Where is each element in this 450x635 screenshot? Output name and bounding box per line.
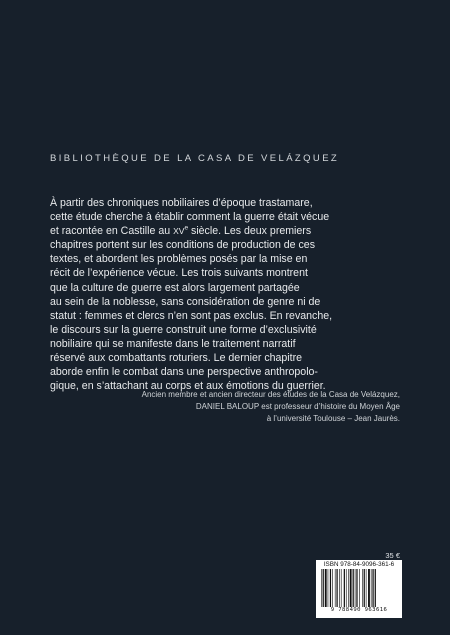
barcode-bar <box>346 569 347 607</box>
blurb-line: gique, en s’attachant au corps et aux émotions du guerrier. <box>50 380 326 393</box>
blurb-line: cette étude cherche à établir comment la guerre était vécue <box>50 211 330 224</box>
barcode-bar <box>335 569 336 607</box>
barcode-bar <box>336 569 337 607</box>
back-cover-blurb <box>50 196 400 393</box>
blurb-line: aborde enfin le combat dans une perspective anthropolo- <box>50 366 318 379</box>
blurb-line: réservé aux combattants roturiers. Le dernier chapitre <box>50 352 303 365</box>
barcode-bar <box>356 569 357 607</box>
series-title: BIBLIOTHÈQUE DE LA CASA DE VELÁZQUEZ <box>50 153 340 164</box>
century-suffix: e <box>184 224 189 232</box>
barcode-panel <box>316 560 402 618</box>
blurb-line: le discours sur la guerre construit une forme d’exclusivité <box>50 323 317 336</box>
author-line: DANIEL BALOUP est professeur d’histoire du Moyen Âge <box>195 402 400 411</box>
blurb-line: que la culture de guerre est alors largement partagée <box>50 281 300 294</box>
barcode-bar <box>362 569 363 607</box>
barcode-bar <box>355 569 356 607</box>
blurb-line: nobiliaire qui se manifeste dans le traitement narratif <box>50 337 296 350</box>
century-numeral: XV <box>173 226 185 237</box>
barcode-bar <box>339 569 340 607</box>
barcode-bar <box>321 569 322 607</box>
barcode-bar <box>323 569 324 607</box>
author-line: Ancien membre et ancien directeur des études de la Casa de Velázquez, <box>141 390 400 399</box>
barcode-bar <box>353 569 354 607</box>
barcode-bar <box>344 569 345 607</box>
barcode-digits: 9 788490 963616 <box>330 607 388 613</box>
barcode-bar <box>350 569 352 607</box>
barcode-bar <box>368 569 370 607</box>
blurb-line: textes, et abordent les problèmes posés par la mise en <box>50 253 308 266</box>
barcode-bar <box>375 569 376 607</box>
barcode-bar <box>332 569 333 607</box>
price-label: 35 € <box>385 551 400 560</box>
barcode-bar <box>325 569 327 607</box>
blurb-line: chapitres portent sur les conditions de production de ces <box>50 239 315 252</box>
isbn-label: ISBN 978-84-9096-361-6 <box>323 561 395 568</box>
barcode-bars <box>321 569 397 607</box>
blurb-line: au sein de la noblesse, sans considération de genre ni de <box>50 295 321 308</box>
author-note <box>70 389 400 425</box>
barcode-bar <box>366 569 367 607</box>
blurb-line: À partir des chroniques nobiliaires d’époque trastamare, <box>50 197 313 209</box>
author-line: à l’université Toulouse – Jean Jaurès. <box>266 414 400 423</box>
barcode-bar <box>330 569 331 607</box>
barcode-bar <box>328 569 329 607</box>
barcode-bar <box>359 569 360 607</box>
blurb-line: récit de l’expérience vécue. Les trois suivants montrent <box>50 267 308 280</box>
barcode-bar <box>341 569 342 607</box>
barcode-bar <box>348 569 349 607</box>
barcode-bar <box>371 569 372 607</box>
barcode-bar <box>372 569 373 607</box>
blurb-line: et racontée en Castille au XVe siècle. Les deux premiers <box>50 224 312 238</box>
barcode-bar <box>364 569 365 607</box>
blurb-line: statut : femmes et clercs n’en sont pas exclus. En revanche, <box>50 309 333 322</box>
